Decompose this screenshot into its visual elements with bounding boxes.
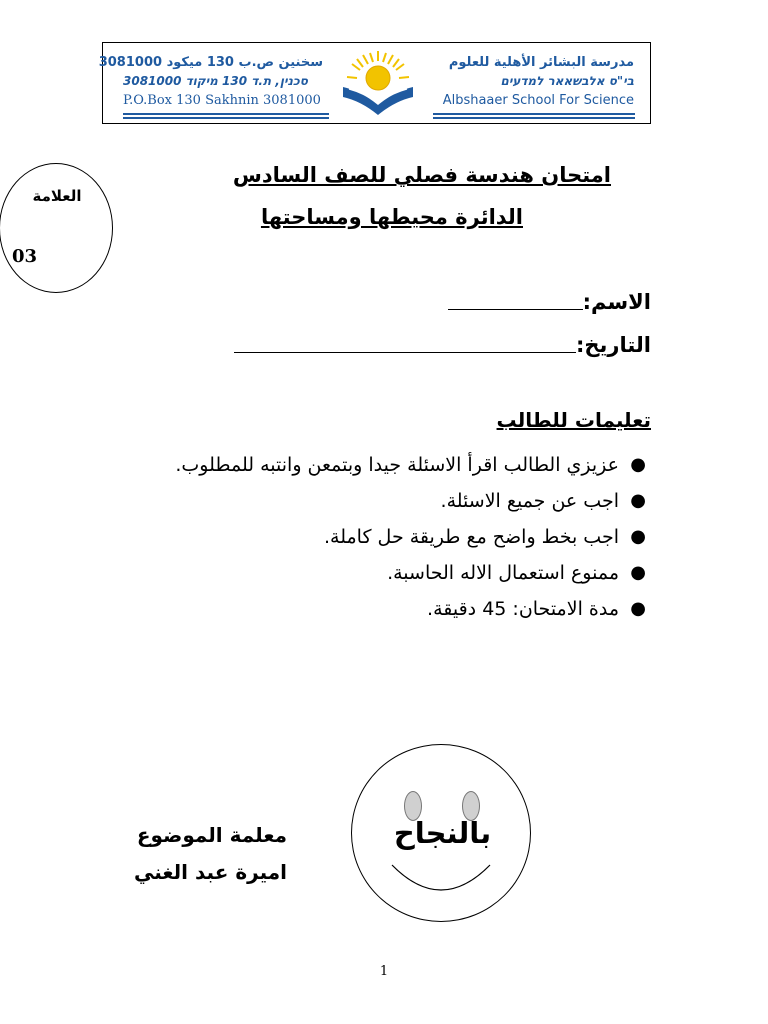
school-header-banner <box>98 42 651 124</box>
instructions-heading: تعليمات للطالب <box>496 408 651 432</box>
bullet-icon: ● <box>630 490 646 511</box>
exam-title: امتحان هندسة فصلي للصف السادس <box>232 163 611 187</box>
grade-circle <box>0 163 113 293</box>
page-number: 1 <box>379 964 389 979</box>
header-address-english: P.O.Box 130 Sakhnin 3081000 <box>123 93 321 108</box>
bullet-icon: ● <box>630 598 646 619</box>
student-name-blank[interactable] <box>448 308 583 310</box>
instruction-item <box>151 591 651 627</box>
exam-date-label: التاريخ: <box>575 333 651 357</box>
bullet-icon: ● <box>630 454 646 475</box>
header-school-name-block <box>424 53 634 110</box>
instruction-text: اجب عن جميع الاسئلة. <box>440 490 619 512</box>
instruction-item <box>151 519 651 555</box>
good-luck-text: بالنجاح <box>393 816 492 850</box>
instruction-text: اجب بخط واضح مع طريقة حل كاملة. <box>323 526 619 548</box>
exam-date-row <box>234 333 651 357</box>
header-address-arabic: سخنين ص.ب 130 ميكود 3081000 <box>98 55 323 70</box>
teacher-name: اميرة عبد الغني <box>133 860 287 884</box>
exam-date-blank[interactable] <box>234 351 576 353</box>
instruction-text: مدة الامتحان: 45 دقيقة. <box>427 598 619 620</box>
header-school-name-hebrew: בי"ס אלבשאאר למדעים <box>500 74 634 88</box>
header-school-name-arabic: مدرسة البشائر الأهلية للعلوم <box>448 55 634 70</box>
student-name-row <box>448 290 651 314</box>
school-logo-icon <box>337 47 419 119</box>
bullet-icon: ● <box>630 562 646 583</box>
instruction-text: ممنوع استعمال الاله الحاسبة. <box>387 562 619 584</box>
header-address-hebrew: סכנין, ת.ד 130 מיקוד 3081000 <box>123 74 308 88</box>
bullet-icon: ● <box>630 526 646 547</box>
instructions-list <box>151 447 651 627</box>
instruction-item <box>151 447 651 483</box>
instruction-item <box>151 555 651 591</box>
exam-subtitle: الدائرة محيطها ومساحتها <box>260 205 523 229</box>
header-school-name-english: Albshaaer School For Science <box>442 93 634 108</box>
instruction-text: عزيزي الطالب اقرأ الاسئلة جيدا وبتمعن وانتبه للمطلوب. <box>175 454 619 476</box>
student-name-label: الاسم: <box>582 290 651 314</box>
teacher-title: معلمة الموضوع <box>136 823 287 847</box>
header-address-block <box>98 53 323 110</box>
instruction-item <box>151 483 651 519</box>
grade-label: العلامة <box>32 187 82 205</box>
grade-value: 03 <box>12 246 38 267</box>
